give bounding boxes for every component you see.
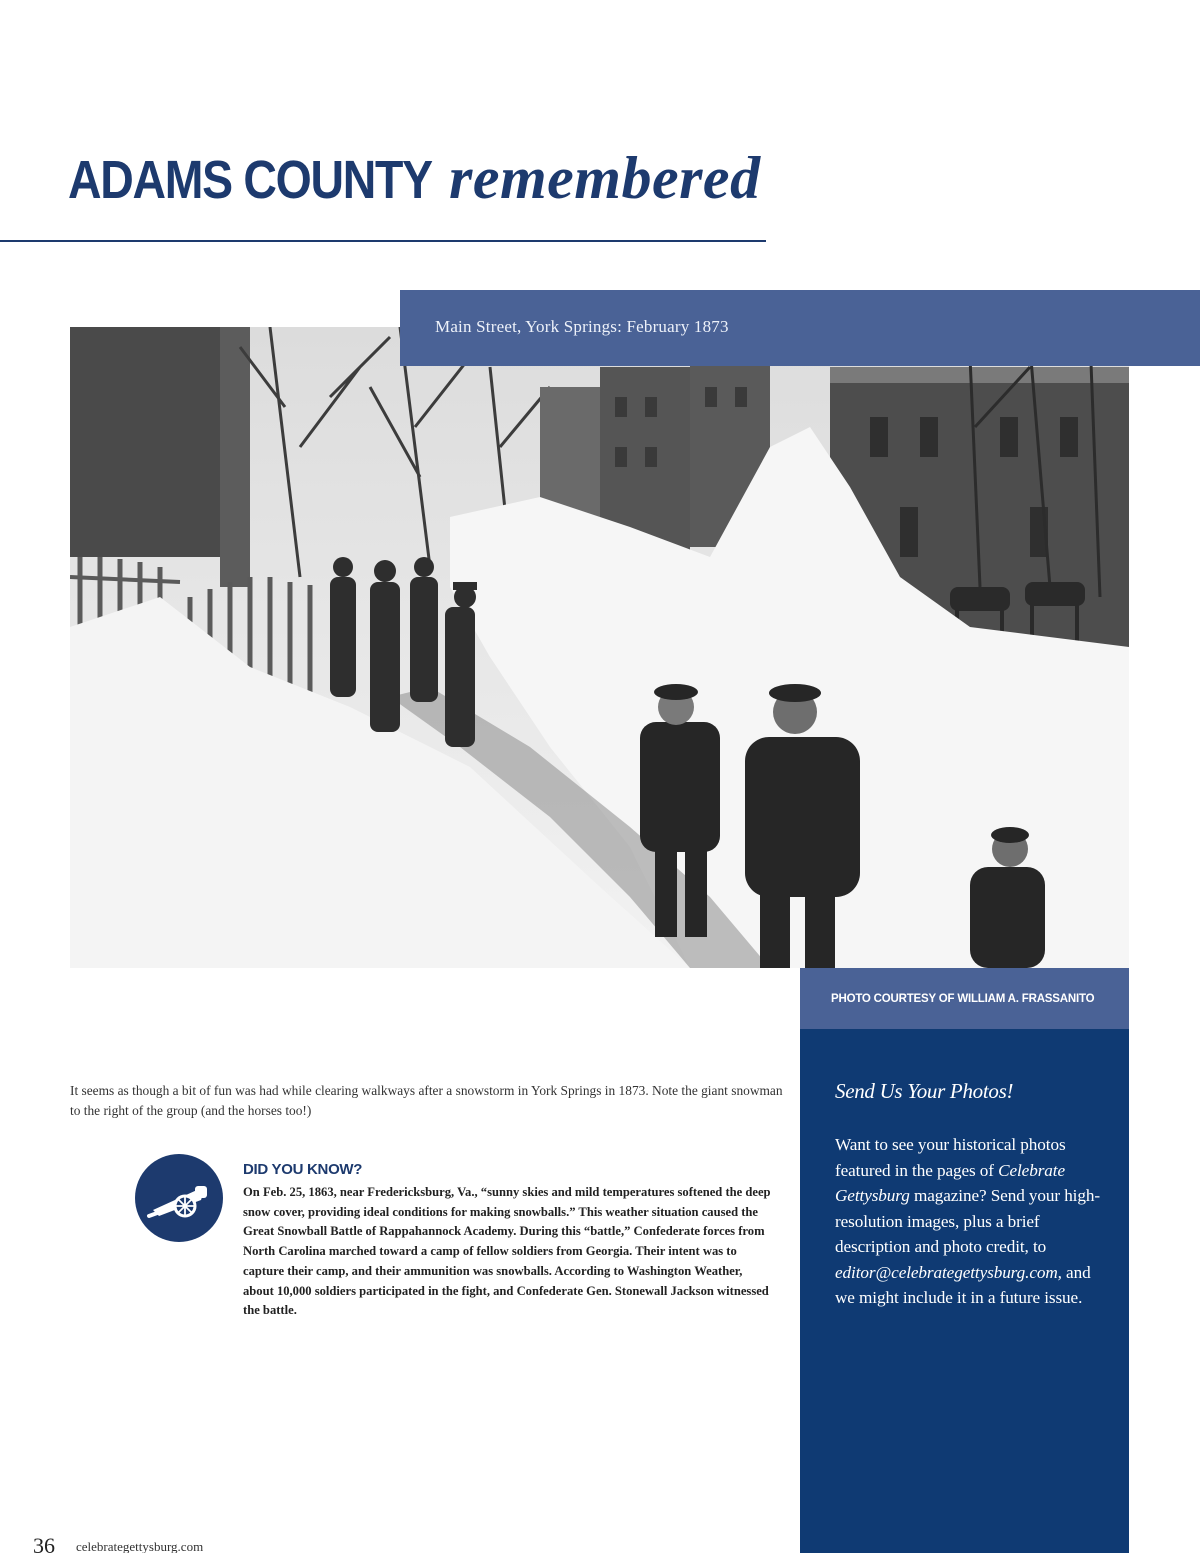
sidebar-text-2: magazine? Send your high-resolution images, plus a brief description and photo credit, to bbox=[835, 1186, 1100, 1256]
did-you-know-heading: DID YOU KNOW? bbox=[243, 1161, 363, 1178]
photo-caption-banner: Main Street, York Springs: February 1873 bbox=[400, 290, 1200, 366]
page-title bbox=[68, 145, 761, 211]
cannon-icon bbox=[135, 1154, 223, 1242]
snow-street-illustration bbox=[70, 327, 1129, 968]
photo-description: It seems as though a bit of fun was had while clearing walkways after a snowstorm in York Springs in 1873. Note the giant snowman to the right of the group (and the horses too!) bbox=[70, 1083, 783, 1118]
historical-photo bbox=[70, 327, 1129, 968]
send-photos-sidebar bbox=[800, 1029, 1129, 1553]
photo-credit: PHOTO COURTESY OF WILLIAM A. FRASSANITO bbox=[800, 968, 1129, 1029]
title-bold: ADAMS COUNTY bbox=[68, 150, 432, 210]
sidebar-text-3: and we might include it in a future issue. bbox=[835, 1262, 1091, 1307]
sidebar-text-1: Want to see your historical photos featured in the pages of bbox=[835, 1135, 1066, 1180]
sidebar-body bbox=[835, 1132, 1109, 1311]
site-url[interactable]: celebrategettysburg.com bbox=[76, 1539, 204, 1553]
title-italic: remembered bbox=[449, 145, 761, 211]
did-you-know-body: On Feb. 25, 1863, near Fredericksburg, Va., “sunny skies and mild temperatures softened the deep snow cover, providing ideal conditions for making snowballs.” This weather situation caused the Great Snowball Battle of Rappahannock Academy. During this “battle,” Confederate forces from North Carolina marched toward a camp of fellow soldiers from Georgia. Their intent was to capture their camp, and their ammunition was snowballs. According to Washington Weather, about 10,000 soldiers participated in the fight, and Confederate Gen. Stonewall Jackson witnessed the battle. bbox=[243, 1185, 771, 1318]
header-rule bbox=[0, 240, 766, 242]
publication-name: Celebrate Gettysburg bbox=[835, 1160, 1065, 1205]
sidebar-heading: Send Us Your Photos! bbox=[835, 1079, 1014, 1103]
email-link[interactable]: editor@celebrategettysburg.com, bbox=[835, 1262, 1062, 1282]
page-number: 36 bbox=[33, 1533, 55, 1553]
